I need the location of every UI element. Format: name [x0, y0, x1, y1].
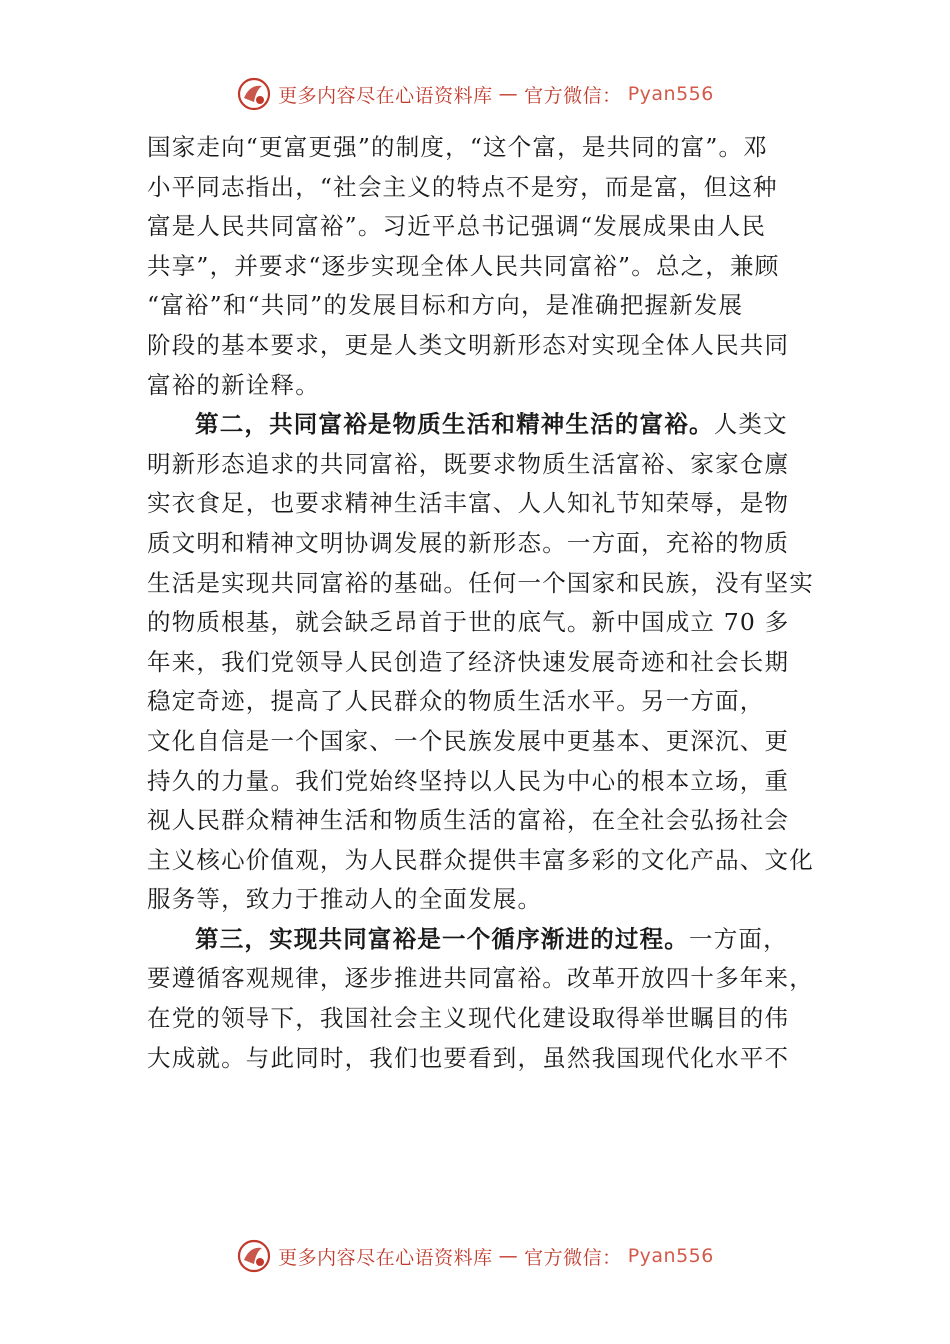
paragraph-heading: 第三，实现共同富裕是一个循序渐进的过程。 [195, 924, 689, 953]
watermark-text: 更多内容尽在心语资料库 [278, 1246, 493, 1269]
text-line: 质文明和精神文明协调发展的新形态。一方面，充裕的物质 [147, 528, 790, 557]
text-line: 年来，我们党领导人民创造了经济快速发展奇迹和社会长期 [147, 647, 790, 676]
watermark-text: 更多内容尽在心语资料库 [278, 84, 493, 107]
text-line: 的物质根基，就会缺乏昂首于世的底气。新中国成立 70 多 [147, 608, 790, 637]
text-line: “富裕”和“共同”的发展目标和方向，是准确把握新发展 [147, 291, 744, 320]
text-line: 大成就。与此同时，我们也要看到，虽然我国现代化水平不 [147, 1043, 790, 1072]
watermark-dash: — [498, 83, 519, 105]
text-line: 富是人民共同富裕”。习近平总书记强调“发展成果由人民 [147, 212, 767, 241]
text-line: 文化自信是一个国家、一个民族发展中更基本、更深沉、更 [147, 726, 790, 755]
watermark-wechat-id: Pyan556 [627, 83, 714, 105]
watermark-wechat-id: Pyan556 [627, 1245, 714, 1267]
paragraph-heading-line: 第三，实现共同富裕是一个循序渐进的过程。一方面， [195, 924, 788, 953]
brand-logo-icon [236, 1238, 272, 1274]
text-line: 服务等，致力于推动人的全面发展。 [147, 885, 543, 914]
text-line: 生活是实现共同富裕的基础。任何一个国家和民族，没有坚实 [147, 568, 814, 597]
text-line: 共享”，并要求“逐步实现全体人民共同富裕”。总之，兼顾 [147, 251, 780, 280]
text-line: 国家走向“更富更强”的制度，“这个富，是共同的富”。邓 [147, 133, 768, 161]
text-line: 明新形态追求的共同富裕，既要求物质生活富裕、家家仓廪 [147, 449, 790, 478]
text-line: 阶段的基本要求，更是人类文明新形态对实现全体人民共同 [147, 330, 790, 359]
text-line: 稳定奇迹，提高了人民群众的物质生活水平。另一方面， [147, 687, 765, 716]
text-line: 视人民群众精神生活和物质生活的富裕，在全社会弘扬社会 [147, 806, 790, 835]
watermark-dash: — [498, 1245, 519, 1267]
brand-logo-icon [236, 76, 272, 112]
text-line: 主义核心价值观，为人民群众提供丰富多彩的文化产品、文化 [147, 845, 814, 874]
footer-watermark [0, 1238, 950, 1274]
text-line: 在党的领导下，我国社会主义现代化建设取得举世瞩目的伟 [147, 1004, 790, 1033]
header-watermark [0, 76, 950, 112]
watermark-wechat-label: 官方微信： [524, 84, 622, 107]
text-line: 持久的力量。我们党始终坚持以人民为中心的根本立场，重 [147, 766, 790, 795]
text-line: 实衣食足，也要求精神生活丰富、人人知礼节知荣辱，是物 [147, 489, 790, 518]
watermark-wechat-label: 官方微信： [524, 1246, 622, 1269]
paragraph-heading: 第二，共同富裕是物质生活和精神生活的富裕。 [195, 410, 714, 439]
paragraph-heading-line: 第二，共同富裕是物质生活和精神生活的富裕。人类文 [195, 410, 788, 439]
text-line: 小平同志指出，“社会主义的特点不是穷，而是富，但这种 [147, 172, 778, 201]
text-line: 要遵循客观规律，逐步推进共同富裕。改革开放四十多年来， [147, 964, 814, 993]
document-body [147, 128, 812, 1078]
text-line: 富裕的新诠释。 [147, 370, 320, 399]
